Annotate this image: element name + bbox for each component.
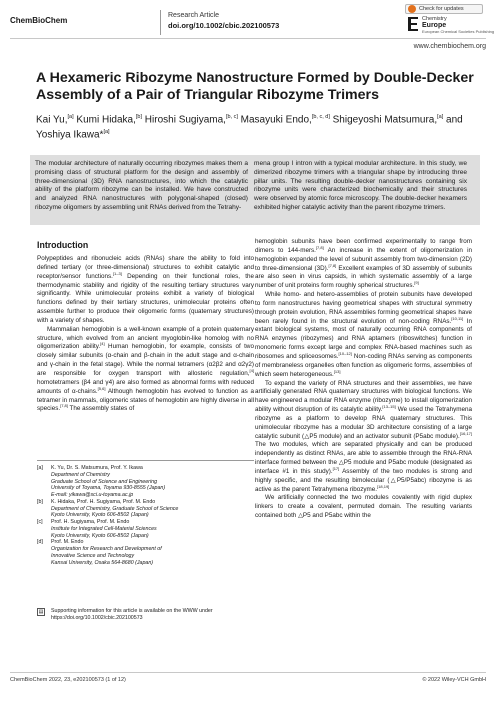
supporting-info-icon: ▤ <box>38 609 44 615</box>
header-divider <box>160 10 161 35</box>
author-affiliation-mark: [b] <box>135 114 143 120</box>
affiliation-line: University of Toyama, Toyama 930-8555 (Japan) <box>51 485 166 492</box>
affiliation-label: [d] <box>37 539 43 546</box>
affiliation-entry <box>37 465 254 499</box>
update-icon <box>408 5 416 13</box>
journal-name: ChemBioChem <box>10 16 68 25</box>
author-affiliation-mark: [a] <box>67 114 74 120</box>
affiliation-line: Organization for Research and Development of <box>51 546 162 552</box>
article-type: Research Article <box>168 12 219 19</box>
affiliation-line: Kyoto University, Kyoto 606-8502 (Japan) <box>51 512 149 519</box>
affiliation-label: [a] <box>37 465 43 471</box>
society-line-1: Chemistry <box>422 16 447 22</box>
affiliations <box>37 465 254 566</box>
society-line-2: Europe <box>422 22 447 29</box>
affiliation-line: Department of Chemistry <box>51 471 110 478</box>
body-paragraph: hemoglobin subunits have been confirmed experimentally to range from dimers to 144-mers.[7,8] An increase in the extent of oligomerization in hemoglobin expanded the level of subunit assembly from two-dimension (2D) to three-dimensional (3D).[7,8] Excellent examples of 3D assembly of subunits are also seen in virus capsids, in which systematic assembly of a large number of unit proteins form roughly spherical structures.[9] <box>255 238 472 290</box>
body-paragraph: We artificially connected the two modules covalently with rigid duplex linkers to create a covalent, permuted domain. The resulting variants contained both △P5 and P5abc within the <box>255 494 472 520</box>
society-line-3: European Chemical Societies Publishing <box>422 29 495 34</box>
affiliation-line: Department of Chemistry, Graduate School of Science <box>51 505 179 512</box>
affiliation-line: Graduate School of Science and Engineering <box>51 478 158 485</box>
author-affiliation-mark: [a] <box>437 114 444 120</box>
supporting-info-text: Supporting information for this article is available on the WWW under https://doi.org/10.1002/cbic.202100573 <box>51 608 213 621</box>
author-name: Hiroshi Sugiyama, <box>144 114 226 126</box>
affiliation-rule <box>37 460 254 461</box>
intro-left-column <box>37 255 254 414</box>
footer-citation: ChemBioChem 2022, 23, e202100573 (1 of 12) <box>10 677 126 683</box>
affiliation-entry <box>37 519 254 539</box>
doi-link[interactable]: doi.org/10.1002/cbic.202100573 <box>168 21 280 30</box>
intro-paragraph: Mammalian hemoglobin is a well-known example of a protein quaternary structure, which evolved from an ancient myoglobin-like homolog with no oligomerization ability.[4] Human hemoglobin, for example, consists of two closely similar subunits (α-chain and β-chain in the adult stage and α-chain and γ-chain in the fetal stage). While the normal tetramers (α2β2 and α2γ2) are responsible for oxygen transport with allosteric regulation,[4] homotetramers (β4 and γ4) are also formed as abnormal forms with reduced amounts of α-chains.[5,6] Although hemoglobin has evolved to function as a tetramer in mammals, oligomeric states of hemoglobin are highly diverse in all species.[7,8] The assembly states of <box>37 325 254 413</box>
author-name: Shigeyoshi Matsumura, <box>332 114 438 126</box>
affiliation-line: Prof. H. Sugiyama, Prof. M. Endo <box>51 519 130 525</box>
author-name: and Yoshiya Ikawa* <box>36 114 463 141</box>
section-heading: Introduction <box>37 240 89 250</box>
author-name: Masayuki Endo, <box>240 114 312 126</box>
author-name: Kumi Hidaka, <box>76 114 136 126</box>
affiliation-label: [c] <box>37 519 43 525</box>
body-right-column <box>255 238 472 521</box>
affiliation-line: Kansai University, Osaka 564-8680 (Japan) <box>51 559 154 566</box>
affiliation-line: K. Yu, Dr. S. Matsumura, Prof. Y. Ikawa <box>51 465 143 471</box>
author-affiliation-mark: [b, c] <box>225 114 238 120</box>
article-title: A Hexameric Ribozyme Nanostructure Formed by Double-Decker Assembly of a Pair of Triangular Ribozyme Trimers <box>36 70 474 103</box>
footer-rule <box>10 672 486 673</box>
affiliation-line: E-mail: yikawa@sci.u-toyama.ac.jp <box>51 492 134 498</box>
supporting-info-note <box>37 608 254 622</box>
badge-label: Check for updates <box>419 6 464 12</box>
body-paragraph: To expand the variety of RNA structures and their assemblies, we have artificially generated RNA quaternary structures with biological functions. We have engineered a modular RNA enzyme (ribozyme) to install oligomerization ability without disruption of its catalytic ability.[13–15] We used the Tetrahymena ribozyme as a platform to develop RNA quaternary structures. This unimolecular ribozyme has a modular 3D architecture consisting of a large catalytic subunit (△P5 module) and an activator subunit (P5abc module).[16,17] The two modules, which are separated physically and can be produced independently as distinct RNAs, are able to assemble through the RNA-RNA interface formed between the △P5 module and P5abc module (designated as interface #1 in this study).[17] Assembly of the two modules is strong and highly specific, and the resulting bimolecular (△P5/P5abc) ribozyme is as active as the parent Tetrahymena ribozyme.[18,19] <box>255 379 472 493</box>
abstract-right-column: mena group I intron with a typical modular architecture. In this study, we dimerized ribozyme trimers with a triangular shape by introducing three pillar units. The resulting double-decker nanostructures containing six ribozyme units were characterized biochemically and their structures were observed by atomic force microscopy. The double-decker hexamers exhibited higher catalytic activity than the parent ribozyme trimers. <box>254 160 467 211</box>
affiliation-line: K. Hidaka, Prof. H. Sugiyama, Prof. M. Endo <box>51 498 156 505</box>
affiliation-line: Institute for Integrated Cell-Material Sciences <box>51 525 157 532</box>
check-for-updates-button[interactable] <box>405 4 483 14</box>
abstract-left-column: The modular architecture of naturally occurring ribozymes makes them a promising class of structural platform for the design and assembly of three-dimensional (3D) RNA nanostructures, into which the catalytic ability of the platform ribozyme can be installed. We have constructed and analyzed RNA nanostructures with polygonal-shaped (closed) ribozyme oligomers by assembling unit RNAs derived from the Tetrahy- <box>35 160 248 211</box>
author-affiliation-mark: [a] <box>103 129 110 136</box>
author-name: Kai Yu, <box>36 114 68 126</box>
journal-website[interactable]: www.chembiochem.org <box>413 43 486 50</box>
affiliation-entry <box>37 499 254 519</box>
footer-copyright: © 2022 Wiley-VCH GmbH <box>422 677 486 683</box>
author-list <box>36 111 476 142</box>
body-paragraph: While homo- and hetero-assemblies of protein subunits have developed to form nanostructures having geometrical shapes with structural symmetry through protein evolution, RNA assemblies forming geometrical shapes have been rarely found in the structural evolution of non-coding RNAs.[10,11] In extant biological systems, most of naturally occurring RNA components of RNA enzymes (ribozymes) and RNA aptamers (riboswitches) function in monomeric forms except large and complex RNA-based machines such as ribosomes and spliceosomes.[10–12] Non-coding RNAs serving as components of membraneless organelles often function as oligomeric forms, assemblies of which seem heterogeneous.[13] <box>255 291 472 378</box>
affiliation-entry <box>37 539 254 566</box>
chemistry-europe-logo-icon <box>407 16 419 32</box>
affiliation-line: Prof. M. Endo <box>51 539 84 546</box>
author-affiliation-mark: [b, c, d] <box>311 114 330 120</box>
affiliation-line: Kyoto University, Kyoto 606-8502 (Japan) <box>51 532 149 539</box>
affiliation-label: [b] <box>37 498 43 505</box>
affiliation-line: Innovative Science and Technology <box>51 552 135 559</box>
header-rule <box>10 38 486 39</box>
intro-paragraph: Polypeptides and ribonucleic acids (RNAs) share the ability to fold into defined tertiary (or three-dimensional) structures to exhibit catalytic and receptor/sensor functions.[1–3] Depending on their functional roles, the thermodynamic stability and rigidity of the resulting tertiary structures vary significantly. While unimolecular proteins exhibit a variety of biological functions defined by their tertiary structures, unimolecular proteins often assemble further to produce their oligomeric forms (quaternary structures) with a variety of shapes. <box>37 255 255 324</box>
